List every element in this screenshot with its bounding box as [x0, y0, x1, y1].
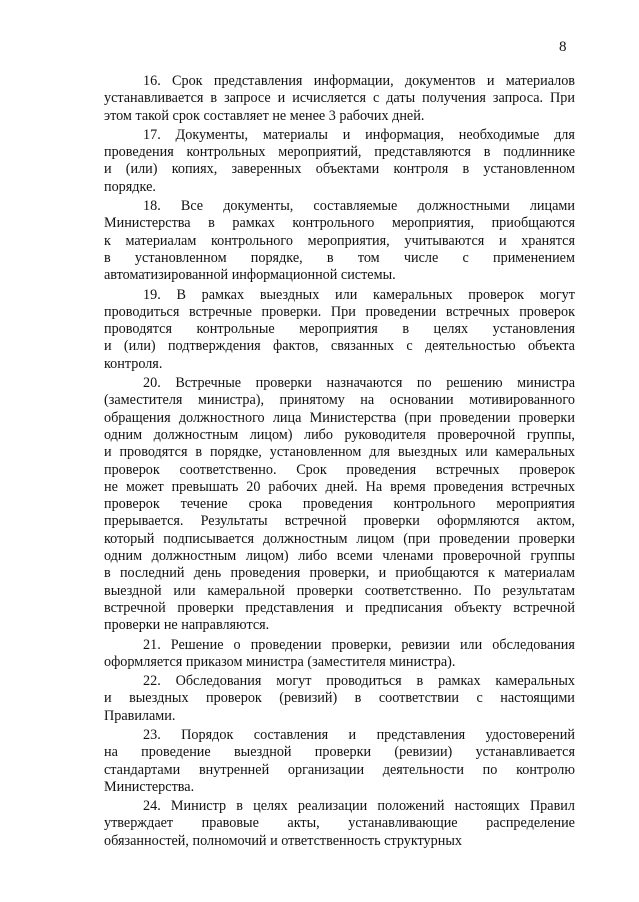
paragraph-line: Правилами.: [104, 707, 176, 724]
paragraph-line: не может превышать 20 рабочих дней. На время проведения встречных: [104, 478, 575, 495]
paragraph-line: в последний день проведения проверки, и приобщаются к материалам: [104, 565, 575, 582]
paragraph-line: в установленном порядке, в том числе с применением: [104, 249, 575, 266]
paragraph: [104, 73, 575, 125]
paragraph: [104, 727, 575, 796]
paragraph-line: проверки не направляются.: [104, 617, 270, 634]
paragraph: [104, 798, 575, 850]
paragraph-line: 24. Министр в целях реализации положений настоящих Правил: [143, 798, 575, 815]
paragraph-line: одним должностным лицом) либо руководителя проверочной группы,: [104, 426, 575, 443]
paragraph-line: автоматизированной информационной системы.: [104, 267, 396, 284]
paragraph-line: устанавливается в запросе и исчисляется с даты получения запроса. При: [104, 90, 575, 107]
paragraph-line: прерывается. Результаты встречной проверки оформляются актом,: [104, 513, 575, 530]
paragraph-line: и (или) подтверждения фактов, связанных с деятельностью объекта: [104, 338, 575, 355]
paragraph-line: оформляется приказом министра (заместителя министра).: [104, 653, 456, 670]
paragraph-line: обращения должностного лица Министерства (при проведении проверки: [104, 409, 575, 426]
paragraph-line: стандартами внутренней организации деятельности по контролю: [104, 761, 575, 778]
paragraph-line: и проводятся в порядке, установленном для выездных или камеральных: [104, 444, 575, 461]
paragraph: [104, 287, 575, 373]
paragraph-line: 16. Срок представления информации, документов и материалов: [143, 73, 575, 89]
paragraph-line: проводиться встречные проверки. При проведении встречных проверок: [104, 303, 575, 320]
paragraph-line: этом такой срок составляет не менее 3 рабочих дней.: [104, 107, 425, 124]
paragraph-line: 22. Обследования могут проводиться в рамках камеральных: [143, 673, 575, 690]
paragraph-line: проверок течение срока проведения контрольного мероприятия: [104, 496, 575, 513]
paragraph-line: проводятся контрольные мероприятия в целях установления: [104, 321, 575, 338]
paragraph: [104, 375, 575, 634]
paragraph: [104, 673, 575, 725]
paragraph-line: и (или) копиях, заверенных объектами контроля в установленном: [104, 161, 575, 178]
paragraph-line: 17. Документы, материалы и информация, необходимые для: [143, 126, 575, 143]
paragraph-line: обязанностей, полномочий и ответственность структурных: [104, 832, 462, 849]
paragraph-line: 18. Все документы, составляемые должностными лицами: [143, 198, 575, 215]
paragraph-line: одним должностным лицом) либо всеми членами проверочной группы: [104, 548, 575, 565]
paragraph-line: проверок соответственно. Срок проведения встречных проверок: [104, 461, 575, 478]
paragraph-line: порядке.: [104, 178, 156, 195]
paragraph-line: выездной или камеральной проверки соответственно. По результатам: [104, 582, 575, 599]
paragraph-line: проведения контрольных мероприятий, представляются в подлиннике: [104, 144, 575, 161]
paragraph-line: Министерства в рамках контрольного мероприятия, приобщаются: [104, 215, 575, 232]
paragraph-line: который подписывается должностным лицом (при проведении проверки: [104, 530, 575, 547]
paragraph: [104, 637, 575, 672]
paragraph-line: Министерства.: [104, 778, 195, 795]
paragraph-line: 23. Порядок составления и представления удостоверений: [143, 726, 575, 743]
body-text: [104, 73, 575, 852]
paragraph-line: 19. В рамках выездных или камеральных проверок могут: [143, 286, 575, 303]
paragraph-line: контроля.: [104, 355, 163, 372]
paragraph-line: 21. Решение о проведении проверки, ревизии или обследования: [143, 636, 575, 653]
page-number: 8: [559, 39, 567, 55]
paragraph-line: (заместителя министра), принятому на основании мотивированного: [104, 392, 575, 409]
paragraph: [104, 198, 575, 284]
paragraph-line: к материалам контрольного мероприятия, учитываются и хранятся: [104, 232, 575, 249]
paragraph-line: утверждает правовые акты, устанавливающие распределение: [104, 815, 575, 832]
paragraph-line: 20. Встречные проверки назначаются по решению министра: [143, 375, 575, 392]
paragraph-line: и выездных проверок (ревизий) в соответствии с настоящими: [104, 690, 575, 707]
paragraph-line: на проведение выездной проверки (ревизии) устанавливается: [104, 744, 575, 761]
paragraph: [104, 127, 575, 196]
paragraph-line: встречной проверки представления и предписания объекту встречной: [104, 599, 575, 616]
